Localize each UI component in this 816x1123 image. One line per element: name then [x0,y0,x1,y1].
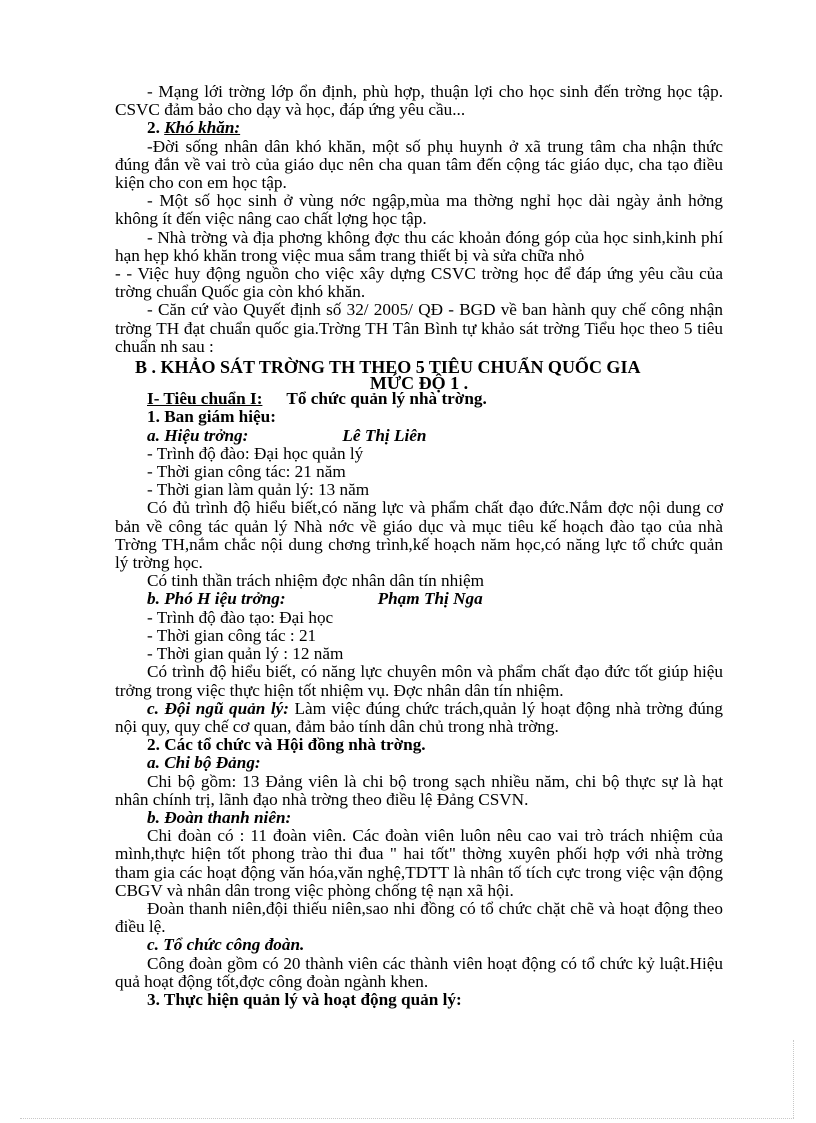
trade-union-text: Công đoàn gồm có 20 thành viên các thành viên hoạt động có tổ chức kỷ luật.Hiệu quả hoạt động tốt,đợc công đoàn ngành khen. [115,953,723,991]
management-text: Làm việc đúng chức trách,quản lý hoạt động nhà trờng đúng nội quy, quy chế cơ quan, đảm bảo tính dân chủ trong nhà trờng. [115,698,723,736]
management-label: c. Đội ngũ quản lý: [147,698,290,718]
organizations-heading: 2. Các tổ chức và Hội đồng nhà trờng. [147,735,426,755]
vice-principal-assessment: Có trình độ hiểu biết, có năng lực chuyên môn và phẩm chất đạo đức tốt giúp hiệu trởng trong việc thực hiện tốt nhiệm vụ. Đợc nhân dân tín nhiệm. [115,662,723,700]
party-cell-text: Chi bộ gồm: 13 Đảng viên là chi bộ trong sạch nhiều năm, chi bộ thực sự là hạt nhân chính trị, lãnh đạo nhà trờng theo điều lệ Đảng CSVN. [115,771,723,809]
vice-principal-education: - Trình độ đào tạo: Đại học [147,607,334,627]
board-heading: 1. Ban giám hiệu: [147,407,276,427]
heading-difficulties [115,119,723,137]
principal-label: a. Hiệu trởng: [147,425,249,445]
youth-union-heading: b. Đoàn thanh niên: [147,807,292,827]
paragraph-funding: - Nhà trờng và địa phơng không đợc thu các khoản đóng góp của học sinh,kinh phí hạn hẹp khó khăn trong việc mua sắm trang thiết bị và sửa chữa nhỏ [115,227,723,265]
paragraph-mobilize: - - Việc huy động nguồn cho việc xây dựng CSVC trờng học để đáp ứng yêu cầu của trờng chuẩn Quốc gia còn khó khăn. [115,264,723,302]
section-b-subtitle: MỨC ĐỘ 1 . [369,373,469,394]
youth-union-text: Chi đoàn có : 11 đoàn viên. Các đoàn viên luôn nêu cao vai trò trách nhiệm của mình,thực hiện tốt phong trào thi đua " hai tốt" thờng xuyên phối hợp với nhà trờng tham gia các hoạt động văn hóa,văn nghệ,TDTT là nhân tố tích cực trong việc vận động CBGV và nhân dân trong việc phòng chống tệ nạn xã hội. [115,826,723,900]
section-b-title: B . KHẢO SÁT TRỜNG TH THEO 5 TIÊU CHUẨN QUỐC GIA [135,357,641,378]
management-team [115,700,723,736]
paragraph-flood: - Một số học sinh ở vùng nớc ngập,mùa ma thờng nghỉ học dài ngày ảnh hởng không ít đến việc nâng cao chất lợng học tập. [115,191,723,229]
criterion-title: Tổ chức quản lý nhà trờng. [286,389,487,409]
principal-heading [115,427,723,445]
principal-assessment: Có đủ trình độ hiểu biết,có năng lực và phẩm chất đạo đức.Nắm đợc nội dung cơ bản về công tác quản lý Nhà nớc về giáo dục và mục tiêu kế hoạch đào tạo của nhà Trờng TH,nắm chắc nội dung chơng trình,kế hoạch năm học,có năng lực tổ chức quản lý trờng học. [115,498,723,573]
principal-management: - Thời gian làm quản lý: 13 năm [147,480,370,500]
paragraph-living: -Đời sống nhân dân khó khăn, một số phụ huynh ở xã trung tâm cha nhận thức đúng đắn về vai trò của giáo dục nên cha quan tâm đến cộng tác giáo dục, cha tạo điều kiện cho con em học tập. [115,136,723,193]
heading-title: Khó khăn: [164,118,241,138]
paragraph-decision: - Căn cứ vào Quyết định số 32/ 2005/ QĐ - BGD về ban hành quy chế công nhận trờng TH đạt chuẩn quốc gia.Trờng TH Tân Bình tự khảo sát trờng Tiểu học theo 5 tiêu chuẩn nh sau : [115,300,723,356]
document-page [115,83,723,1009]
vice-principal-service: - Thời gian công tác : 21 [147,625,317,645]
vice-principal-management: - Thời gian quản lý : 12 năm [147,644,344,664]
youth-union-text-2: Đoàn thanh niên,đội thiếu niên,sao nhi đồng có tổ chức chặt chẽ và hoạt động theo điều lệ. [115,898,723,937]
vice-principal-heading [115,590,723,608]
principal-name: Lê Thị Liên [342,425,427,445]
trade-union-heading: c. Tổ chức công đoàn. [147,935,305,955]
party-cell-heading: a. Chi bộ Đảng: [147,753,261,773]
principal-education: - Trình độ đào: Đại học quản lý [147,443,364,463]
heading-number: 2. [147,118,165,138]
criterion-label: I- Tiêu chuẩn I: [147,389,263,409]
management-activities-heading: 3. Thực hiện quản lý và hoạt động quản lý: [147,989,462,1009]
criterion-1-heading [115,390,723,408]
principal-responsibility: Có tinh thần trách nhiệm đợc nhân dân tín nhiệm [147,571,485,591]
vice-principal-name: Phạm Thị Nga [377,589,483,609]
principal-service: - Thời gian công tác: 21 năm [147,462,346,482]
paragraph-network: - Mạng lới trờng lớp ổn định, phù hợp, thuận lợi cho học sinh đến trờng học tập. CSVC đảm bảo cho dạy và học, đáp ứng yêu cầu... [115,82,723,120]
page-border-bottom [20,1118,794,1119]
page-border-right [793,1040,794,1118]
vice-principal-label: b. Phó H iệu trởng: [147,589,286,609]
